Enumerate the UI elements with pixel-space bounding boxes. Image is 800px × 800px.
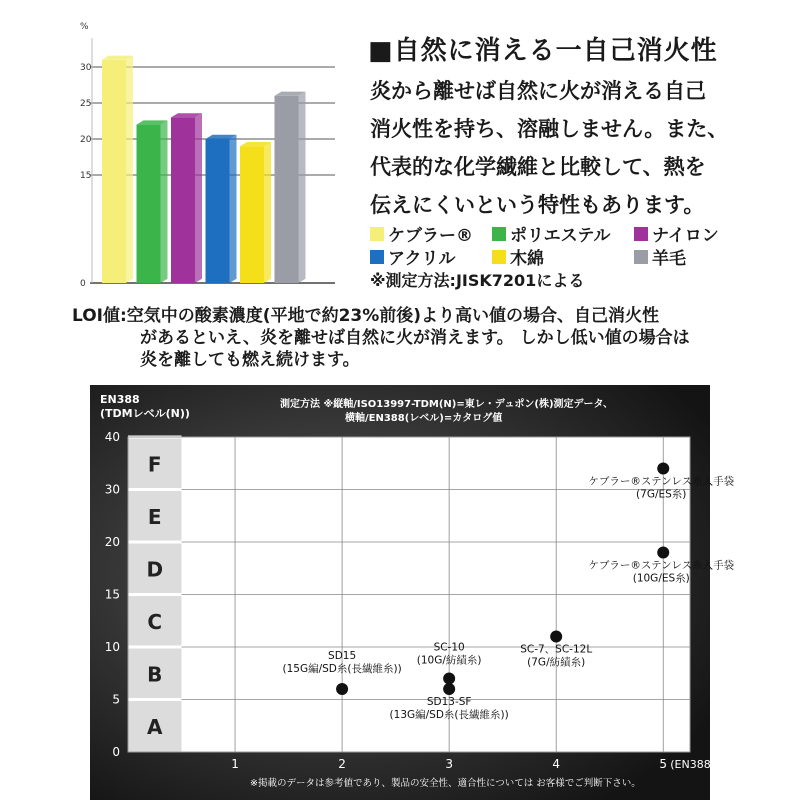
y-tick-label: 10 <box>104 640 120 654</box>
point-label: (10G/紡績糸) <box>416 654 482 667</box>
point-marker <box>443 673 455 685</box>
point-label: SC-10 <box>433 641 465 654</box>
level-band-label: D <box>146 557 164 582</box>
loi-line: があるといえ、炎を離せば自然に火が消えます。 しかし低い値の場合は <box>140 328 690 348</box>
description-line: 炎から離せば自然に火が消える自己 <box>370 79 706 103</box>
y-axis-title: EN388 <box>100 393 140 406</box>
bar-front <box>206 139 230 283</box>
point-label: ケブラー®ステンレス糸入手袋 <box>588 475 735 488</box>
level-band-label: A <box>147 714 163 739</box>
y-tick-label: 20 <box>80 135 92 145</box>
bar <box>102 56 133 283</box>
legend-item <box>634 244 686 269</box>
x-tick-label: 5 <box>659 757 668 771</box>
en388-scatter-chart <box>90 385 749 800</box>
footnote: ※掲載のデータは参考値であり、製品の安全性、適合性については お客様でご判断下さい。 <box>250 778 641 789</box>
y-tick-label: 5 <box>112 692 120 707</box>
bar <box>275 92 306 283</box>
x-tick-label: 4 <box>552 757 561 771</box>
y-tick-label: 25 <box>80 99 92 109</box>
point-label: (13G編/SD糸(長繊維糸)) <box>389 709 509 721</box>
legend-label: 羊毛 <box>652 249 686 269</box>
loi-bar-chart <box>60 15 350 290</box>
level-band-label: E <box>147 504 162 529</box>
en388-chart-panel <box>90 385 749 800</box>
level-band-label: F <box>147 452 162 477</box>
point-label: SD13-SF <box>426 696 472 708</box>
bar-front <box>102 60 126 283</box>
y-tick-label: 15 <box>104 587 120 602</box>
bar-chart-legend <box>370 222 770 291</box>
level-band-label: C <box>147 609 163 634</box>
legend-swatch <box>492 250 506 264</box>
y-axis-unit: % <box>80 22 89 32</box>
legend-swatch <box>370 227 384 241</box>
y-tick-label: 40 <box>104 430 120 444</box>
y-tick-label: 20 <box>104 535 120 549</box>
bar-front <box>275 96 299 283</box>
loi-line: 炎を離しても燃え続けます。 <box>140 350 360 370</box>
y-tick-label: 30 <box>80 63 92 73</box>
y-axis-title: (TDMレベル(N)) <box>100 407 190 420</box>
legend-label: ナイロン <box>652 226 719 246</box>
y-tick-label: 15 <box>80 171 92 181</box>
bar-side <box>264 142 271 283</box>
description-line: 伝えにくいという特性もあります。 <box>370 193 705 217</box>
point-marker <box>657 547 669 559</box>
legend-item <box>634 221 719 246</box>
description-line: 代表的な化学繊維と比較して、熱を <box>370 155 706 179</box>
point-label: (7G/紡績糸) <box>527 656 586 669</box>
legend-item <box>370 244 492 269</box>
legend-item <box>370 221 492 246</box>
bar-side <box>195 113 202 283</box>
page-title: ■自然に消える一自己消火性 <box>368 36 718 66</box>
legend-swatch <box>634 227 648 241</box>
description-line: 消火性を持ち、溶融しません。また、 <box>370 117 729 141</box>
y-tick-label: 0 <box>80 279 86 289</box>
x-axis-label: (EN388レベル) <box>670 758 749 771</box>
point-marker <box>336 683 348 695</box>
point-marker <box>550 631 562 643</box>
point-marker <box>443 683 455 695</box>
y-tick-label: 0 <box>112 745 120 759</box>
x-tick-label: 1 <box>231 757 239 771</box>
point-label: (15G編/SD糸(長繊維糸)) <box>282 663 402 675</box>
bar <box>240 142 271 283</box>
description-text <box>370 72 770 224</box>
y-tick-label: 30 <box>104 482 120 497</box>
point-label: ケブラー®ステンレス糸入手袋 <box>588 559 735 572</box>
point-label: SC-7、SC-12L <box>520 643 593 656</box>
bar-side <box>126 56 133 283</box>
measurement-note: ※測定方法:JISK7201による <box>370 271 585 290</box>
legend-item <box>492 244 634 269</box>
x-tick-label: 3 <box>445 757 453 771</box>
point-marker <box>657 463 669 475</box>
bar <box>206 135 237 283</box>
x-tick-label: 2 <box>338 757 346 771</box>
legend-swatch <box>634 250 648 264</box>
legend-swatch <box>492 227 506 241</box>
bar <box>137 120 168 283</box>
loi-line: LOI値:空気中の酸素濃度(平地で約23%前後)より高い値の場合、自己消火性 <box>72 306 660 326</box>
point-label: SD15 <box>328 650 357 662</box>
legend-item <box>492 221 634 246</box>
loi-explanation <box>72 305 762 371</box>
bar-front <box>137 125 161 283</box>
method-note: 横軸/EN388(レベル)=カタログ値 <box>345 413 503 424</box>
bar <box>171 113 202 283</box>
legend-swatch <box>370 250 384 264</box>
point-label: (10G/ES糸) <box>632 572 690 585</box>
bar-side <box>230 135 237 283</box>
legend-label: アクリル <box>388 249 456 269</box>
legend-label: 木綿 <box>510 249 544 269</box>
bar-side <box>299 92 306 283</box>
point-label: (7G/ES糸) <box>636 488 687 501</box>
bar-front <box>171 117 195 283</box>
level-band-label: B <box>147 662 163 687</box>
method-note: 測定方法 ※縦軸/ISO13997-TDM(N)=東レ・デュポン(株)測定データ、 <box>280 399 613 410</box>
bar-front <box>240 146 264 283</box>
bar-side <box>161 120 168 283</box>
legend-label: ケブラー® <box>388 226 473 246</box>
legend-label: ポリエステル <box>510 226 611 246</box>
